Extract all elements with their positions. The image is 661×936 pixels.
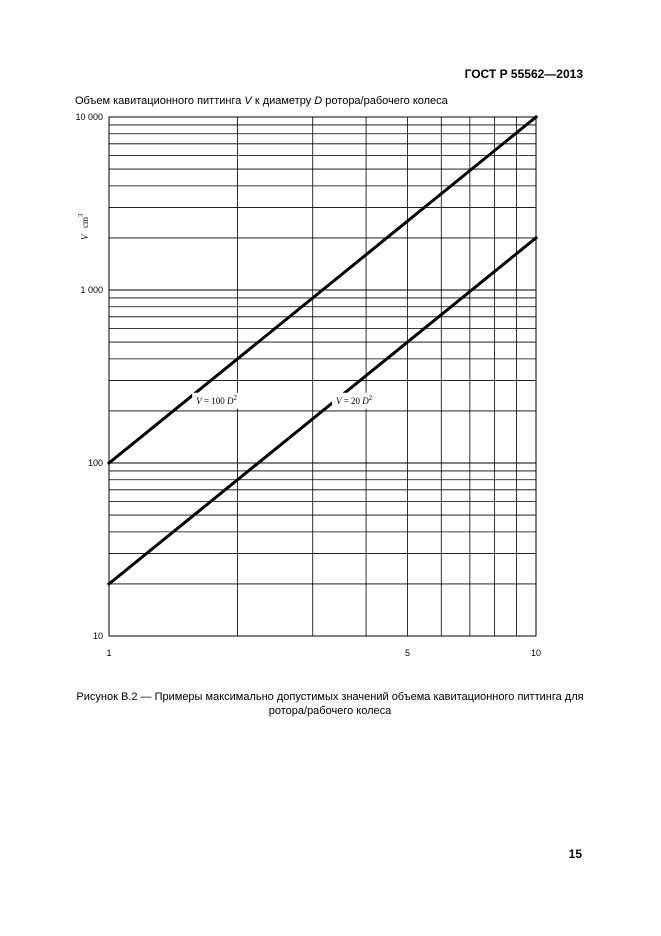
chart-title-var-v: V [244, 95, 252, 107]
y-tick-label: 10 000 [75, 112, 103, 122]
chart-title-part-3: ротора/рабочего колеса [322, 95, 448, 107]
series-label-1: V = 100 $D^2$ [196, 393, 237, 406]
x-tick-label: 1 [106, 648, 112, 658]
caption-line-2: ротора/рабочего колеса [268, 705, 392, 717]
page-number: 15 [568, 847, 582, 861]
chart-title-part-1: Объем кавитационного питтинга [75, 95, 245, 107]
caption-line-1: Рисунок В.2 — Примеры максимально допустимых значений объема кавитационного питтинга для [76, 691, 584, 703]
y-axis-label [80, 233, 90, 240]
x-tick-label: 10 [530, 648, 542, 658]
chart-title-part-2: к диаметру [251, 95, 315, 107]
y-axis-unit [77, 213, 90, 228]
x-tick-label: 5 [404, 648, 410, 658]
y-tick-label: 10 [92, 631, 103, 641]
chart-title-var-d: D [314, 95, 323, 107]
y-axis-unit-text: cm [80, 217, 90, 228]
series-label-2: V = 20 $D^2$ [335, 393, 373, 406]
figure-caption [40, 690, 620, 718]
y-tick-label: 1 000 [80, 285, 103, 295]
plot-frame [109, 117, 536, 636]
standard-number: ГОСТ Р 55562—2013 [464, 67, 583, 81]
y-tick-label: 100 [87, 458, 103, 468]
y-axis-label-v: V [80, 234, 90, 240]
y-axis-unit-sup: 3 [77, 213, 85, 217]
